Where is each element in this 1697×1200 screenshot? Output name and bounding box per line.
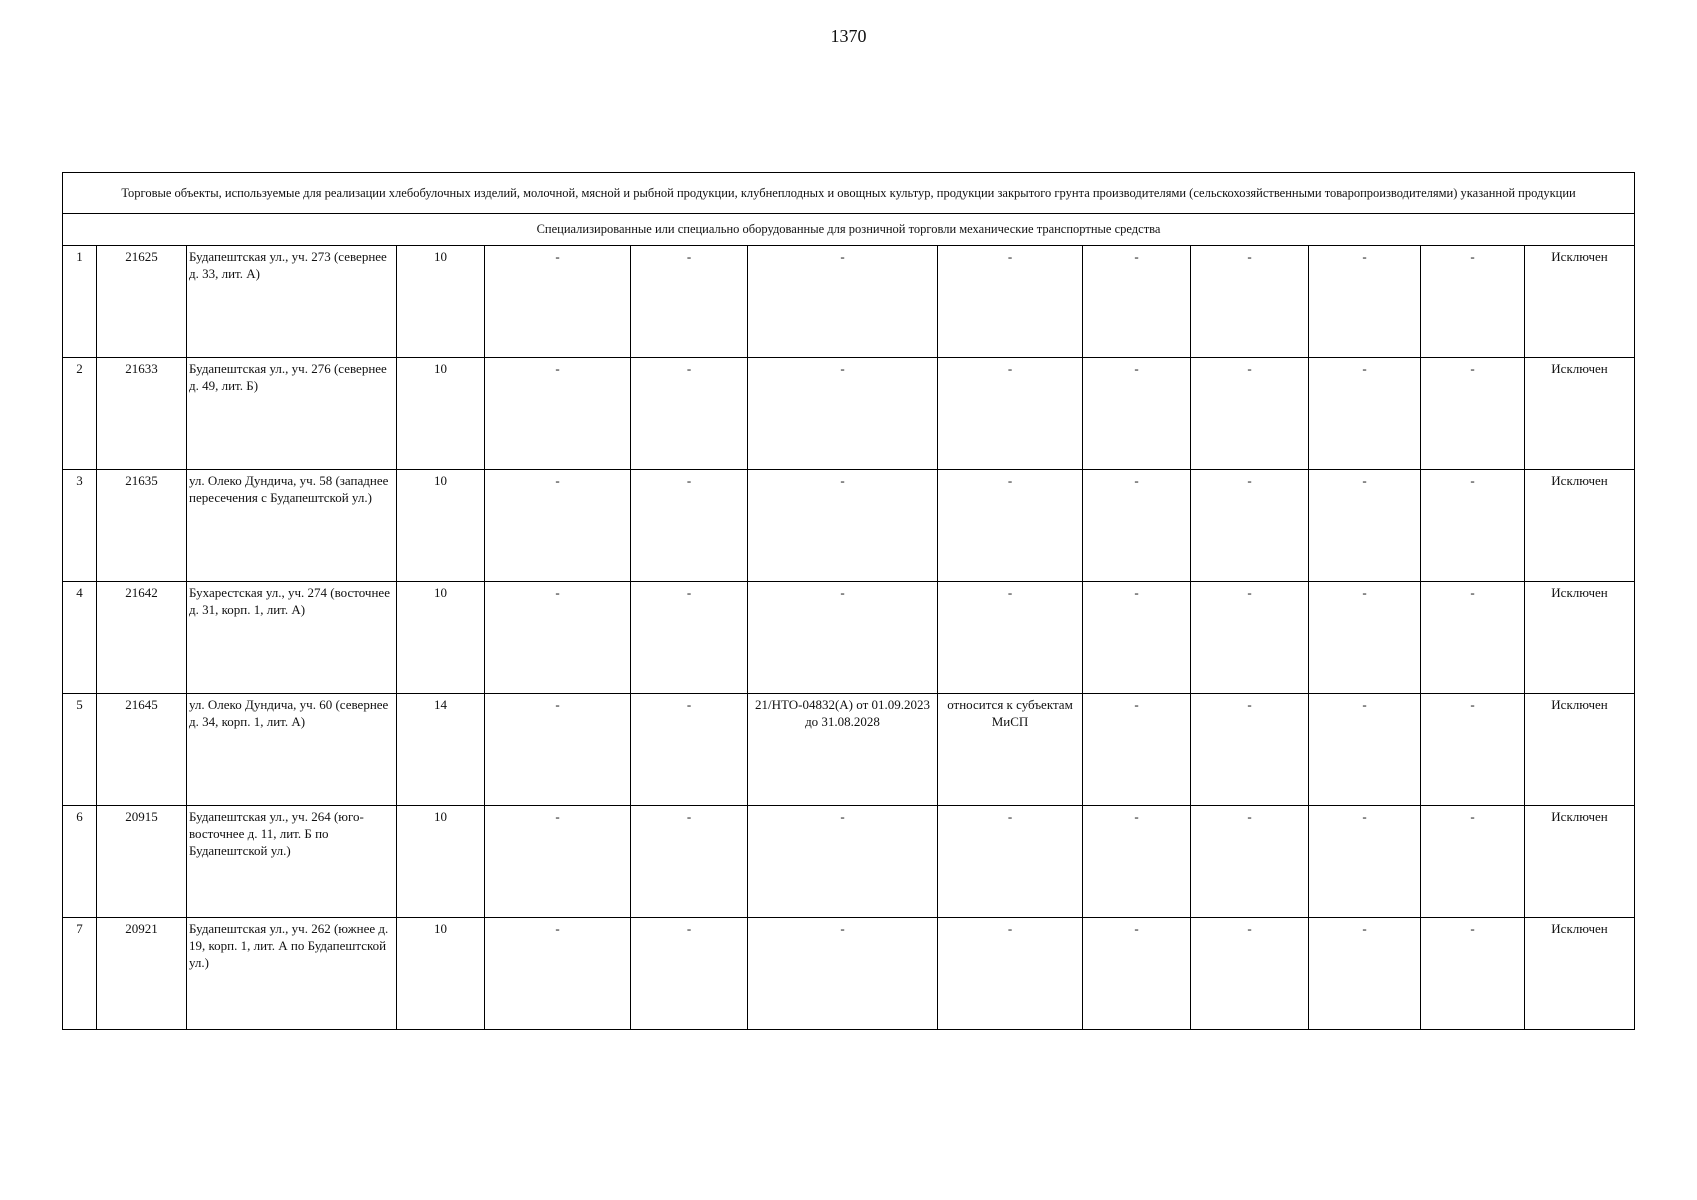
- cell-sme-status: -: [938, 806, 1083, 918]
- cell-col10: -: [1191, 246, 1309, 358]
- cell-contract: -: [748, 470, 938, 582]
- object-area: 10: [397, 470, 485, 582]
- row-number: 3: [63, 470, 97, 582]
- cell-col11: -: [1309, 358, 1421, 470]
- cell-col9: -: [1083, 694, 1191, 806]
- cell-sme-status: -: [938, 918, 1083, 1030]
- table-row: [63, 470, 1635, 582]
- page-number: 1370: [830, 26, 867, 46]
- cell-col6: -: [631, 358, 748, 470]
- cell-col11: -: [1309, 246, 1421, 358]
- object-id: 21625: [97, 246, 187, 358]
- cell-col10: -: [1191, 358, 1309, 470]
- cell-col11: -: [1309, 582, 1421, 694]
- table-row: [63, 918, 1635, 1030]
- object-status: Исключен: [1525, 694, 1635, 806]
- row-number: 1: [63, 246, 97, 358]
- object-address: Будапештская ул., уч. 273 (севернее д. 33, лит. А): [187, 246, 397, 358]
- cell-col12: -: [1421, 918, 1525, 1030]
- objects-table: [62, 172, 1635, 1030]
- cell-sme-status: относится к субъектам МиСП: [938, 694, 1083, 806]
- object-address: ул. Олеко Дундича, уч. 60 (севернее д. 34, корп. 1, лит. А): [187, 694, 397, 806]
- cell-contract: -: [748, 582, 938, 694]
- row-number: 7: [63, 918, 97, 1030]
- cell-col12: -: [1421, 246, 1525, 358]
- cell-col12: -: [1421, 582, 1525, 694]
- object-area: 10: [397, 582, 485, 694]
- cell-col6: -: [631, 470, 748, 582]
- subsection-header-row: [63, 214, 1635, 246]
- cell-col5: -: [485, 806, 631, 918]
- object-status: Исключен: [1525, 358, 1635, 470]
- cell-col10: -: [1191, 918, 1309, 1030]
- section-header-row: [63, 173, 1635, 214]
- object-id: 20921: [97, 918, 187, 1030]
- row-number: 4: [63, 582, 97, 694]
- cell-col6: -: [631, 806, 748, 918]
- cell-col12: -: [1421, 470, 1525, 582]
- cell-col5: -: [485, 246, 631, 358]
- cell-sme-status: -: [938, 358, 1083, 470]
- cell-col5: -: [485, 582, 631, 694]
- cell-col5: -: [485, 694, 631, 806]
- table-row: [63, 246, 1635, 358]
- cell-col11: -: [1309, 806, 1421, 918]
- object-id: 21645: [97, 694, 187, 806]
- object-address: Будапештская ул., уч. 264 (юго-восточнее д. 11, лит. Б по Будапештской ул.): [187, 806, 397, 918]
- object-id: 20915: [97, 806, 187, 918]
- cell-col12: -: [1421, 806, 1525, 918]
- cell-col9: -: [1083, 358, 1191, 470]
- cell-col10: -: [1191, 694, 1309, 806]
- cell-col10: -: [1191, 806, 1309, 918]
- cell-sme-status: -: [938, 470, 1083, 582]
- object-status: Исключен: [1525, 918, 1635, 1030]
- object-status: Исключен: [1525, 246, 1635, 358]
- cell-col9: -: [1083, 246, 1191, 358]
- cell-sme-status: -: [938, 246, 1083, 358]
- object-area: 10: [397, 918, 485, 1030]
- cell-col9: -: [1083, 918, 1191, 1030]
- cell-col5: -: [485, 358, 631, 470]
- object-address: ул. Олеко Дундича, уч. 58 (западнее пересечения с Будапештской ул.): [187, 470, 397, 582]
- cell-col11: -: [1309, 694, 1421, 806]
- cell-col11: -: [1309, 918, 1421, 1030]
- object-status: Исключен: [1525, 806, 1635, 918]
- object-area: 10: [397, 246, 485, 358]
- object-address: Будапештская ул., уч. 276 (севернее д. 49, лит. Б): [187, 358, 397, 470]
- cell-col9: -: [1083, 582, 1191, 694]
- table-row: [63, 806, 1635, 918]
- cell-col10: -: [1191, 470, 1309, 582]
- cell-col6: -: [631, 582, 748, 694]
- cell-contract: -: [748, 918, 938, 1030]
- row-number: 5: [63, 694, 97, 806]
- object-status: Исключен: [1525, 470, 1635, 582]
- object-address: Будапештская ул., уч. 262 (южнее д. 19, корп. 1, лит. А по Будапештской ул.): [187, 918, 397, 1030]
- object-area: 10: [397, 358, 485, 470]
- cell-contract: -: [748, 358, 938, 470]
- object-id: 21633: [97, 358, 187, 470]
- object-address: Бухарестская ул., уч. 274 (восточнее д. 31, корп. 1, лит. А): [187, 582, 397, 694]
- cell-col12: -: [1421, 358, 1525, 470]
- cell-contract: 21/НТО-04832(А) от 01.09.2023 до 31.08.2028: [748, 694, 938, 806]
- cell-col9: -: [1083, 470, 1191, 582]
- object-id: 21635: [97, 470, 187, 582]
- cell-col12: -: [1421, 694, 1525, 806]
- cell-col6: -: [631, 918, 748, 1030]
- table-row: [63, 694, 1635, 806]
- section-title: Торговые объекты, используемые для реализации хлебобулочных изделий, молочной, мясной и рыбной продукции, клубнеплодных и овощных культур, продукции закрытого грунта производителями (сельскохозяйственными товаропроизводителями) указанной продукции: [63, 173, 1635, 214]
- cell-contract: -: [748, 246, 938, 358]
- cell-contract: -: [748, 806, 938, 918]
- cell-col6: -: [631, 246, 748, 358]
- cell-col10: -: [1191, 582, 1309, 694]
- object-id: 21642: [97, 582, 187, 694]
- object-status: Исключен: [1525, 582, 1635, 694]
- subsection-title: Специализированные или специально оборудованные для розничной торговли механические транспортные средства: [63, 214, 1635, 246]
- row-number: 2: [63, 358, 97, 470]
- cell-sme-status: -: [938, 582, 1083, 694]
- object-area: 14: [397, 694, 485, 806]
- cell-col9: -: [1083, 806, 1191, 918]
- cell-col11: -: [1309, 470, 1421, 582]
- table-row: [63, 582, 1635, 694]
- cell-col5: -: [485, 918, 631, 1030]
- cell-col6: -: [631, 694, 748, 806]
- cell-col5: -: [485, 470, 631, 582]
- table-row: [63, 358, 1635, 470]
- object-area: 10: [397, 806, 485, 918]
- row-number: 6: [63, 806, 97, 918]
